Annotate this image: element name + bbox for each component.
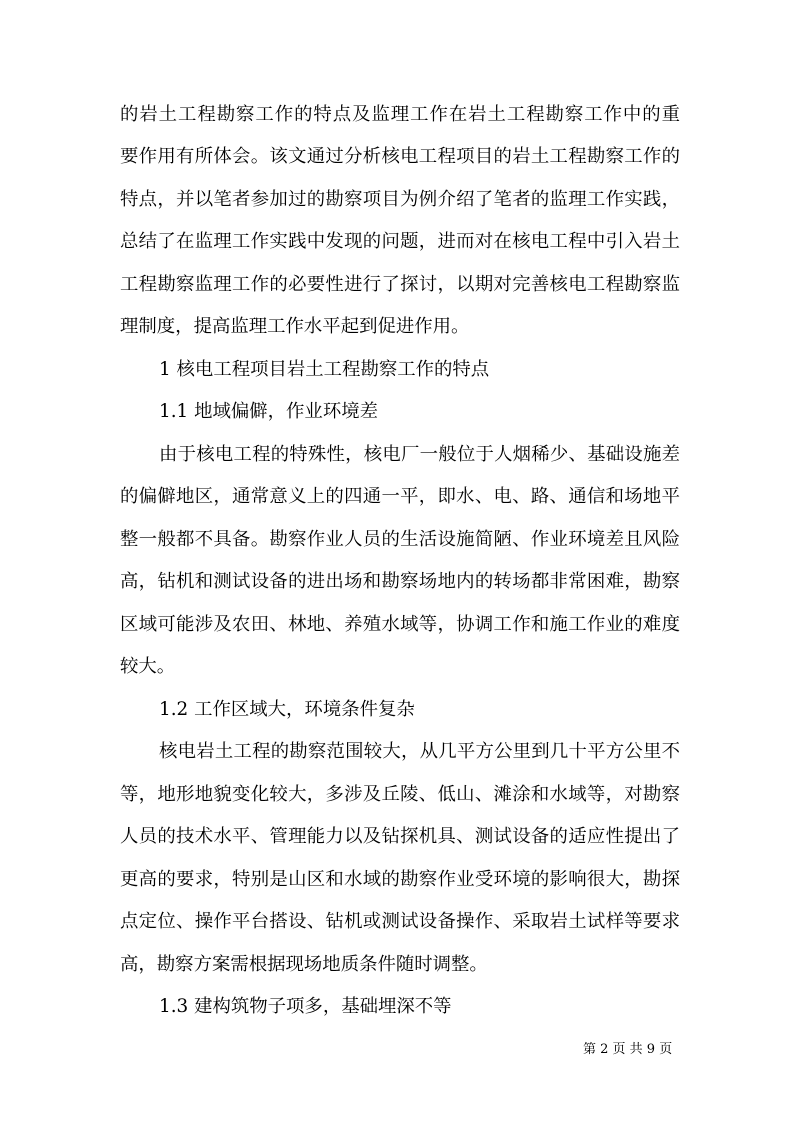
subsection-heading: 1.2 工作区域大，环境条件复杂 (159, 698, 415, 720)
paragraph-line: 要作用有所体会。该文通过分析核电工程项目的岩土工程勘察工作的 (120, 146, 680, 168)
subsection-heading: 1.3 建构筑物子项多，基础埋深不等 (159, 996, 452, 1018)
section-heading: 1 核电工程项目岩土工程勘察工作的特点 (159, 358, 490, 380)
paragraph-line: 总结了在监理工作实践中发现的问题，进而对在核电工程中引入岩土 (120, 231, 680, 253)
subsection-heading: 1.1 地域偏僻，作业环境差 (159, 401, 378, 423)
paragraph-line: 的岩土工程勘察工作的特点及监理工作在岩土工程勘察工作中的重 (120, 104, 680, 125)
paragraph-line: 高，勘察方案需根据现场地质条件随时调整。 (120, 953, 488, 975)
paragraph-line: 由于核电工程的特殊性，核电厂一般位于人烟稀少、基础设施差 (159, 443, 680, 465)
paragraph-line: 核电岩土工程的勘察范围较大，从几平方公里到几十平方公里不 (159, 741, 680, 763)
page-number-footer: 第 2 页 共 9 页 (583, 1042, 673, 1057)
paragraph-line: 特点，并以笔者参加过的勘察项目为例介绍了笔者的监理工作实践， (120, 188, 680, 210)
paragraph-line: 整一般都不具备。勘察作业人员的生活设施简陋、作业环境差且风险 (120, 528, 680, 550)
paragraph-line: 等，地形地貌变化较大，多涉及丘陵、低山、滩涂和水域等，对勘察 (120, 783, 680, 805)
paragraph-line: 人员的技术水平、管理能力以及钻探机具、测试设备的适应性提出了 (120, 826, 680, 848)
paragraph-line: 高，钻机和测试设备的进出场和勘察场地内的转场都非常困难，勘察 (120, 571, 680, 593)
paragraph-line: 工程勘察监理工作的必要性进行了探讨，以期对完善核电工程勘察监 (120, 273, 680, 295)
paragraph-line: 的偏僻地区，通常意义上的四通一平，即水、电、路、通信和场地平 (120, 486, 680, 508)
paragraph-line: 区域可能涉及农田、林地、养殖水域等，协调工作和施工作业的难度 (120, 613, 680, 635)
paragraph-line: 理制度，提高监理工作水平起到促进作用。 (120, 316, 470, 338)
paragraph-line: 较大。 (120, 656, 176, 678)
paragraph-line: 点定位、操作平台搭设、钻机或测试设备操作、采取岩土试样等要求 (120, 911, 680, 933)
paragraph-line: 更高的要求，特别是山区和水域的勘察作业受环境的影响很大，勘探 (120, 868, 680, 890)
